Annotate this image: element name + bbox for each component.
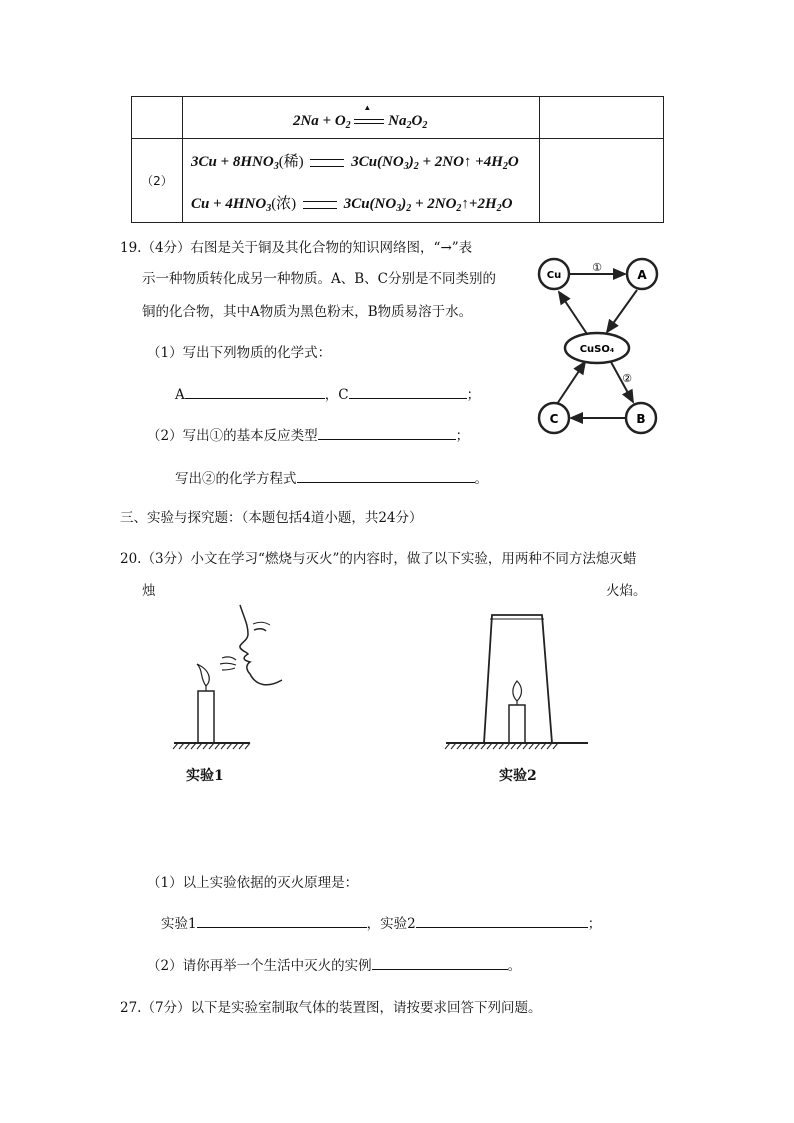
eye (254, 629, 266, 631)
face-profile (240, 605, 282, 685)
q19-sub1: （1）写出下列物质的化学式： (147, 345, 332, 361)
equals-sign (303, 201, 337, 209)
arrow2-label: ② (622, 372, 632, 385)
q19-line1: 19.（4分）右图是关于铜及其化合物的知识网络图，“→”表 (120, 240, 473, 256)
blow-line (222, 668, 235, 670)
experiment-1-caption: 实验1 (186, 768, 224, 784)
blow-line (220, 663, 236, 665)
answer-blank-equation[interactable] (297, 482, 475, 483)
arrow-cuso4-to-cu (559, 292, 587, 334)
table-cell-empty (540, 139, 664, 223)
equation-cell-row2 (182, 139, 539, 223)
arrow1-label: ① (592, 261, 602, 274)
flame-icon (197, 664, 209, 686)
table-cell-empty (540, 97, 664, 139)
answer-blank-c[interactable] (349, 398, 467, 399)
q20-answer-row: 实验1 ，实验2 ； (161, 916, 602, 932)
node-cuso4-label: CuSO₄ (579, 344, 615, 355)
flame-icon (513, 681, 522, 701)
row-label: （2） (132, 139, 183, 223)
q20-sub1: （1）以上实验依据的灭火原理是： (147, 875, 359, 891)
arrow-a-to-cuso4 (607, 290, 637, 332)
answer-blank-exp1[interactable] (197, 927, 367, 928)
q20-sub2: （2）请你再举一个生活中灭火的实例 。 (147, 958, 522, 974)
answer-blank-exp2[interactable] (416, 927, 588, 928)
copper-network-diagram (525, 250, 675, 440)
answer-blank-a[interactable] (185, 398, 325, 399)
equation-na-o2: $2Na + O_2$ ▲ $Na_2O_2$ (292, 102, 428, 131)
experiment-2-caption: 实验2 (499, 768, 537, 784)
q19-line2: 示一种物质转化成另一种物质。A、B、C分别是不同类别的 (142, 271, 496, 287)
section-3-heading: 三、实验与探究题：（本题包括4道小题，共24分） (120, 510, 423, 526)
answer-blank-reaction-type[interactable] (318, 439, 456, 440)
equation-cell-row1 (182, 97, 539, 139)
table-cell-empty (132, 97, 183, 139)
q19-sub2: （2）写出①的基本反应类型 ； (147, 428, 470, 444)
equation-cu-conc-hno3: $Cu + 4HNO_3$(浓) $3Cu(NO_3)_2$ + $2NO_2↑+2H_2O$ (190, 196, 513, 214)
eyebrow (253, 622, 270, 625)
q20-line2a: 烛 (142, 583, 156, 599)
equation-table (131, 96, 664, 223)
q27-line1: 27.（7分）以下是实验室制取气体的装置图，请按要求回答下列问题。 (120, 1000, 542, 1016)
q19-answer-row-ac: A ，C ； (175, 387, 481, 403)
q20-line2b: 火焰。 (606, 583, 647, 599)
arrow-c-to-cuso4 (557, 362, 585, 404)
q19-sub3: 写出②的化学方程式 。 (175, 471, 488, 487)
experiment-2-illustration (438, 605, 588, 755)
node-a-label: A (637, 268, 647, 282)
blow-line (222, 657, 236, 660)
candle-body (198, 691, 214, 743)
heat-equals-sign: ▲ (354, 117, 384, 127)
node-cu-label: Cu (546, 270, 562, 281)
candle-body (509, 705, 525, 743)
equation-cu-dilute-hno3: $3Cu + 8HNO_3$(稀) $3Cu(NO_3)_2$ + 2NO↑ $+4H_2O$ (190, 154, 519, 172)
node-c-label: C (549, 412, 559, 426)
answer-blank-example[interactable] (372, 969, 508, 970)
q19-line3: 铜的化合物，其中A物质为黑色粉末，B物质易溶于水。 (142, 304, 473, 320)
equals-sign (310, 159, 344, 167)
q20-line1: 20.（3分）小文在学习“燃烧与灭火”的内容时，做了以下实验，用两种不同方法熄灭蜡 (120, 551, 637, 567)
experiment-1-illustration (170, 600, 290, 750)
node-b-label: B (636, 412, 646, 426)
